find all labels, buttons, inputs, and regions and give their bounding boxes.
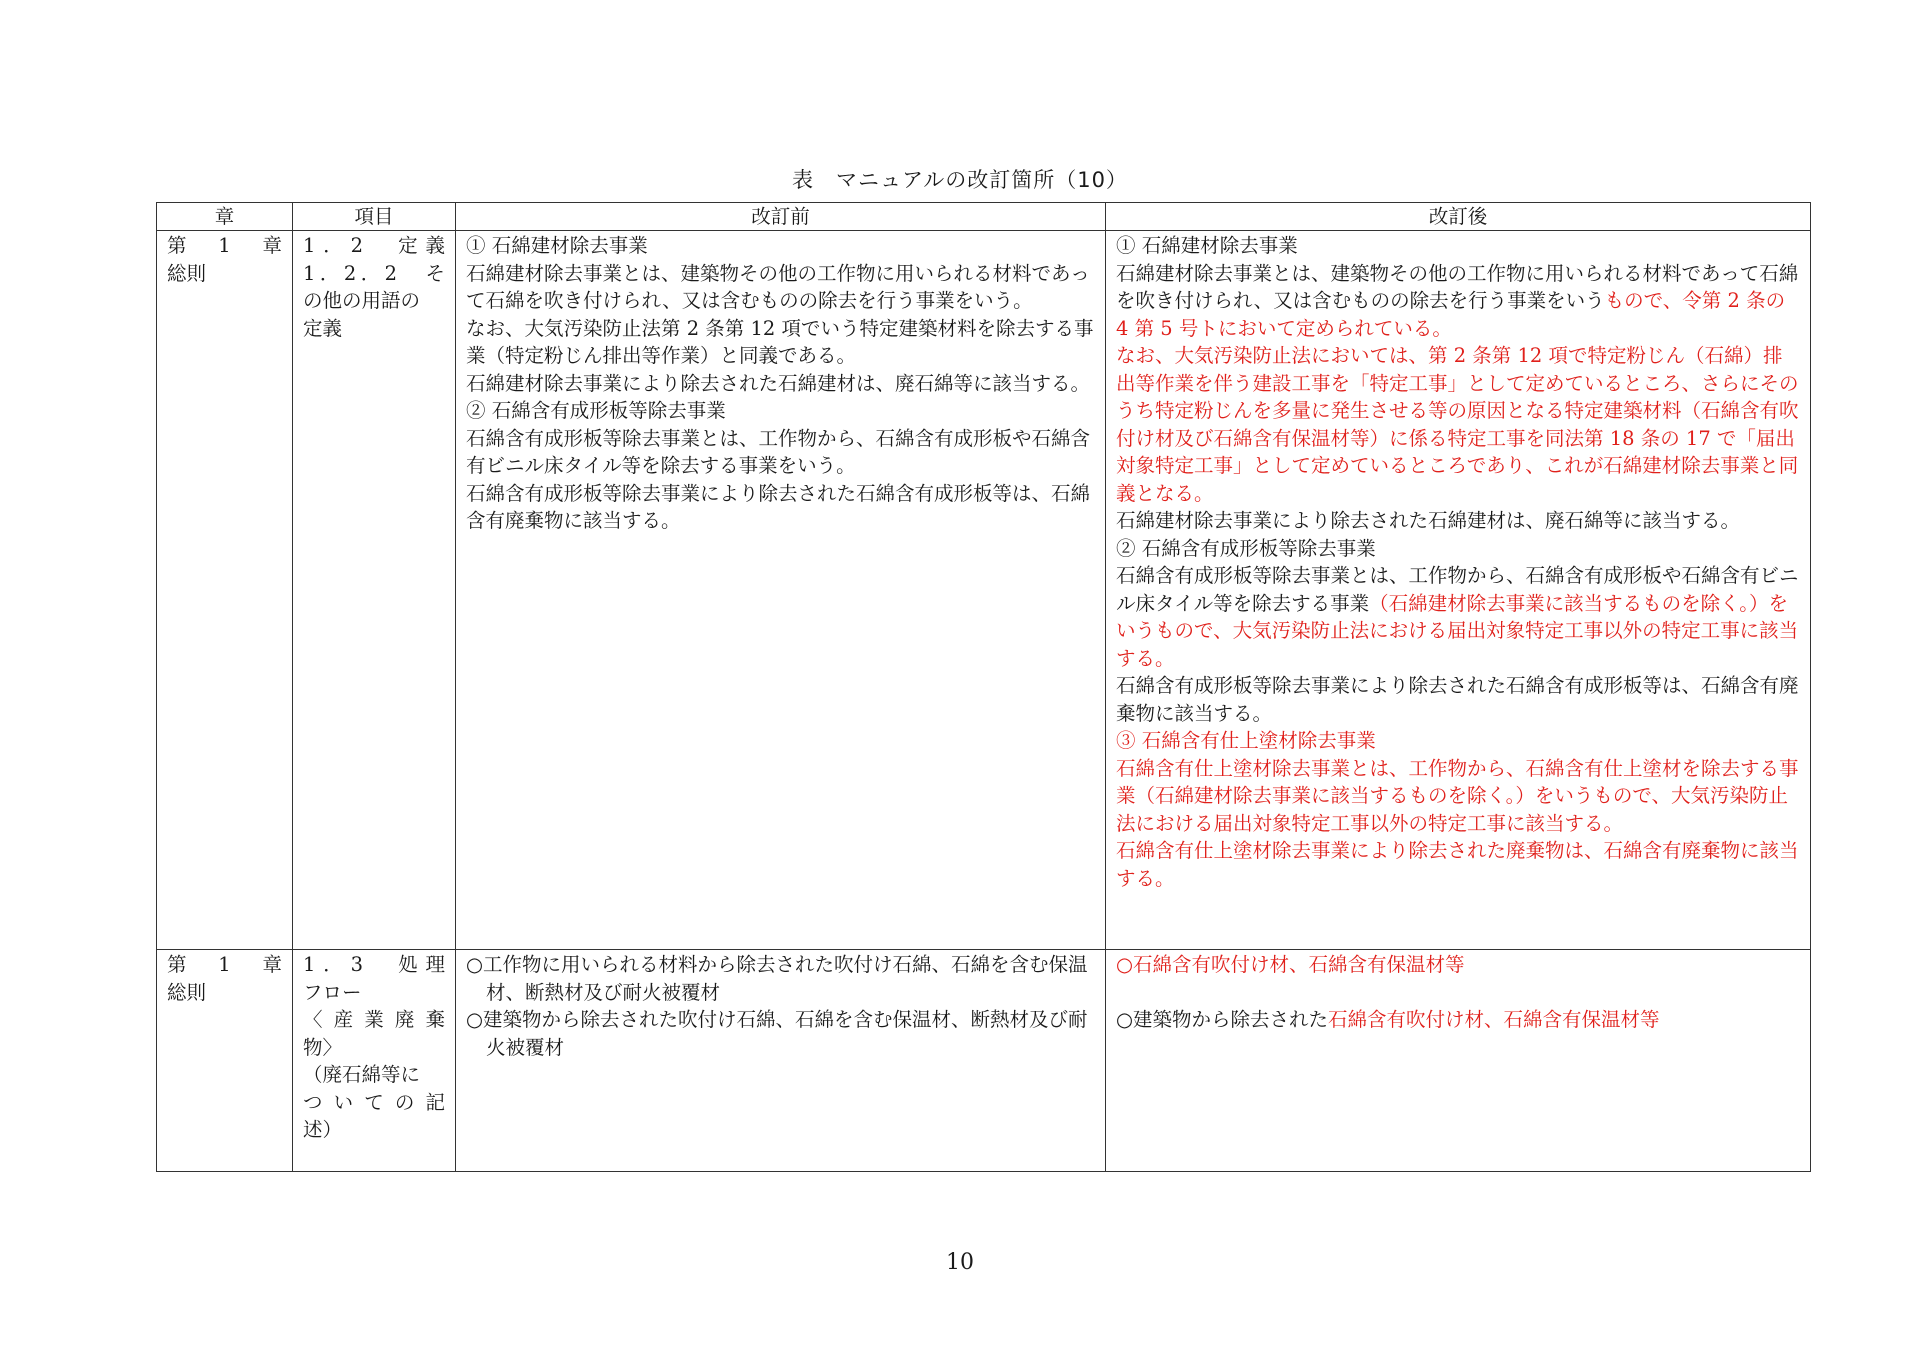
before-paragraph: なお、大気汚染防止法第 2 条第 12 項でいう特定建築材料を除去する事業（特定粉じん排出等作業）と同義である。 (466, 316, 1094, 367)
revised-list-item: ○石綿含有吹付け材、石綿含有保温材等 (1116, 953, 1465, 976)
item-line: 1．3 処理 (303, 953, 445, 976)
after-list-item (1116, 1006, 1800, 1034)
table-row (157, 231, 1811, 950)
after-paragraph: 石綿含有成形板等除去事業により除去された石綿含有成形板等は、石綿含有廃棄物に該当する。 (1116, 674, 1799, 725)
revised-paragraph: 石綿含有仕上塗材除去事業により除去された廃棄物は、石綿含有廃棄物に該当する。 (1116, 839, 1799, 890)
after-paragraph: 石綿建材除去事業により除去された石綿建材は、廃石綿等に該当する。 (1116, 509, 1741, 532)
item-line: 〈産業廃棄 (303, 1008, 445, 1031)
revision-table (156, 202, 1811, 1172)
before-heading: ② 石綿含有成形板等除去事業 (466, 399, 726, 422)
item-line: ついての記 (303, 1090, 445, 1114)
item-line: 1．2．2 そ (303, 261, 445, 285)
before-list-item: ○工作物に用いられる材料から除去された吹付け石綿、石綿を含む保温材、断熱材及び耐火被覆材 (466, 953, 1088, 1004)
chapter-name: 総則 (167, 261, 207, 285)
header-after: 改訂後 (1106, 203, 1811, 231)
before-paragraph: 石綿建材除去事業とは、建築物その他の工作物に用いられる材料であって石綿を吹き付けられ、又は含むものの除去を行う事業をいう。 (466, 261, 1090, 312)
revised-text: 石綿含有吹付け材、石綿含有保温材等 (1328, 1008, 1660, 1031)
page-number: 10 (946, 1250, 974, 1275)
header-chapter: 章 (157, 203, 293, 231)
chapter-number: 第 1 章 (167, 953, 282, 976)
after-cell (1106, 231, 1811, 950)
after-paragraph (1116, 260, 1800, 343)
item-line: （廃石綿等に (303, 1063, 421, 1086)
item-line: 物〉 (303, 1035, 343, 1059)
after-heading: ② 石綿含有成形板等除去事業 (1116, 536, 1376, 560)
item-line: の他の用語の (303, 289, 421, 312)
chapter-cell (157, 231, 293, 950)
item-cell (293, 950, 456, 1172)
after-text: 石綿建材除去事業とは、建築物その他の工作物に用いられる材料であって石綿を吹き付けられ、又は含むものの除去を行う事業をいう (1116, 261, 1799, 312)
item-line: 述） (303, 1118, 343, 1141)
before-cell (456, 231, 1106, 950)
header-before: 改訂前 (456, 203, 1106, 231)
item-line: 1．2 定義 (303, 234, 445, 257)
chapter-name: 総則 (167, 980, 207, 1004)
chapter-number: 第 1 章 (167, 234, 282, 257)
before-paragraph: 石綿建材除去事業により除去された石綿建材は、廃石綿等に該当する。 (466, 371, 1091, 395)
before-paragraph: 石綿含有成形板等除去事業とは、工作物から、石綿含有成形板や石綿含有ビニル床タイル等を除去する事業をいう。 (466, 426, 1091, 477)
revised-text: （石綿建材除去事業に該当するものを除く。）をいうもので、大気汚染防止法における届出対象特定工事以外の特定工事に該当する。 (1116, 591, 1799, 670)
after-text: 石綿含有成形板等除去事業とは、工作物から、石綿含有成形板や石綿含有ビニル床タイル等を除去する事業 (1116, 564, 1799, 615)
before-paragraph: 石綿含有成形板等除去事業により除去された石綿含有成形板等は、石綿含有廃棄物に該当する。 (466, 481, 1091, 532)
before-cell (456, 950, 1106, 1172)
spacer (1116, 979, 1800, 1007)
table-row (157, 950, 1811, 1172)
item-cell (293, 231, 456, 950)
page-title: 表 マニュアルの改訂箇所（10） (792, 168, 1128, 192)
after-cell (1106, 950, 1811, 1172)
table-header-row (157, 203, 1811, 231)
before-list-item: ○建築物から除去された吹付け石綿、石綿を含む保温材、断熱材及び耐火被覆材 (466, 1008, 1088, 1059)
item-line: フロー (303, 980, 362, 1004)
after-heading: ① 石綿建材除去事業 (1116, 234, 1298, 257)
header-item: 項目 (293, 203, 456, 231)
after-paragraph (1116, 562, 1800, 672)
revised-text: もので、令第 2 条の 4 第 5 号トにおいて定められている。 (1116, 289, 1786, 340)
revised-heading: ③ 石綿含有仕上塗材除去事業 (1116, 729, 1376, 752)
after-text: ○建築物から除去された (1116, 1008, 1329, 1031)
item-line: 定義 (303, 316, 343, 340)
revised-paragraph: なお、大気汚染防止法においては、第 2 条第 12 項で特定粉じん（石綿）排出等作業を伴う建設工事を「特定工事」として定めているところ、さらにそのうち特定粉じんを多量に発生させる等の原因となる特定建築材料（石綿含有吹付け材及び石綿含有保温材等）に係る特定工事を同法第 18 条の 17 で「届出対象特定工事」として定めているところであり、これが石綿建材除去事業と同義となる。 (1116, 344, 1799, 505)
before-heading: ① 石綿建材除去事業 (466, 234, 648, 257)
chapter-cell (157, 950, 293, 1172)
revised-paragraph: 石綿含有仕上塗材除去事業とは、工作物から、石綿含有仕上塗材を除去する事業（石綿建材除去事業に該当するものを除く。）をいうもので、大気汚染防止法における届出対象特定工事以外の特定工事に該当する。 (1116, 756, 1799, 835)
